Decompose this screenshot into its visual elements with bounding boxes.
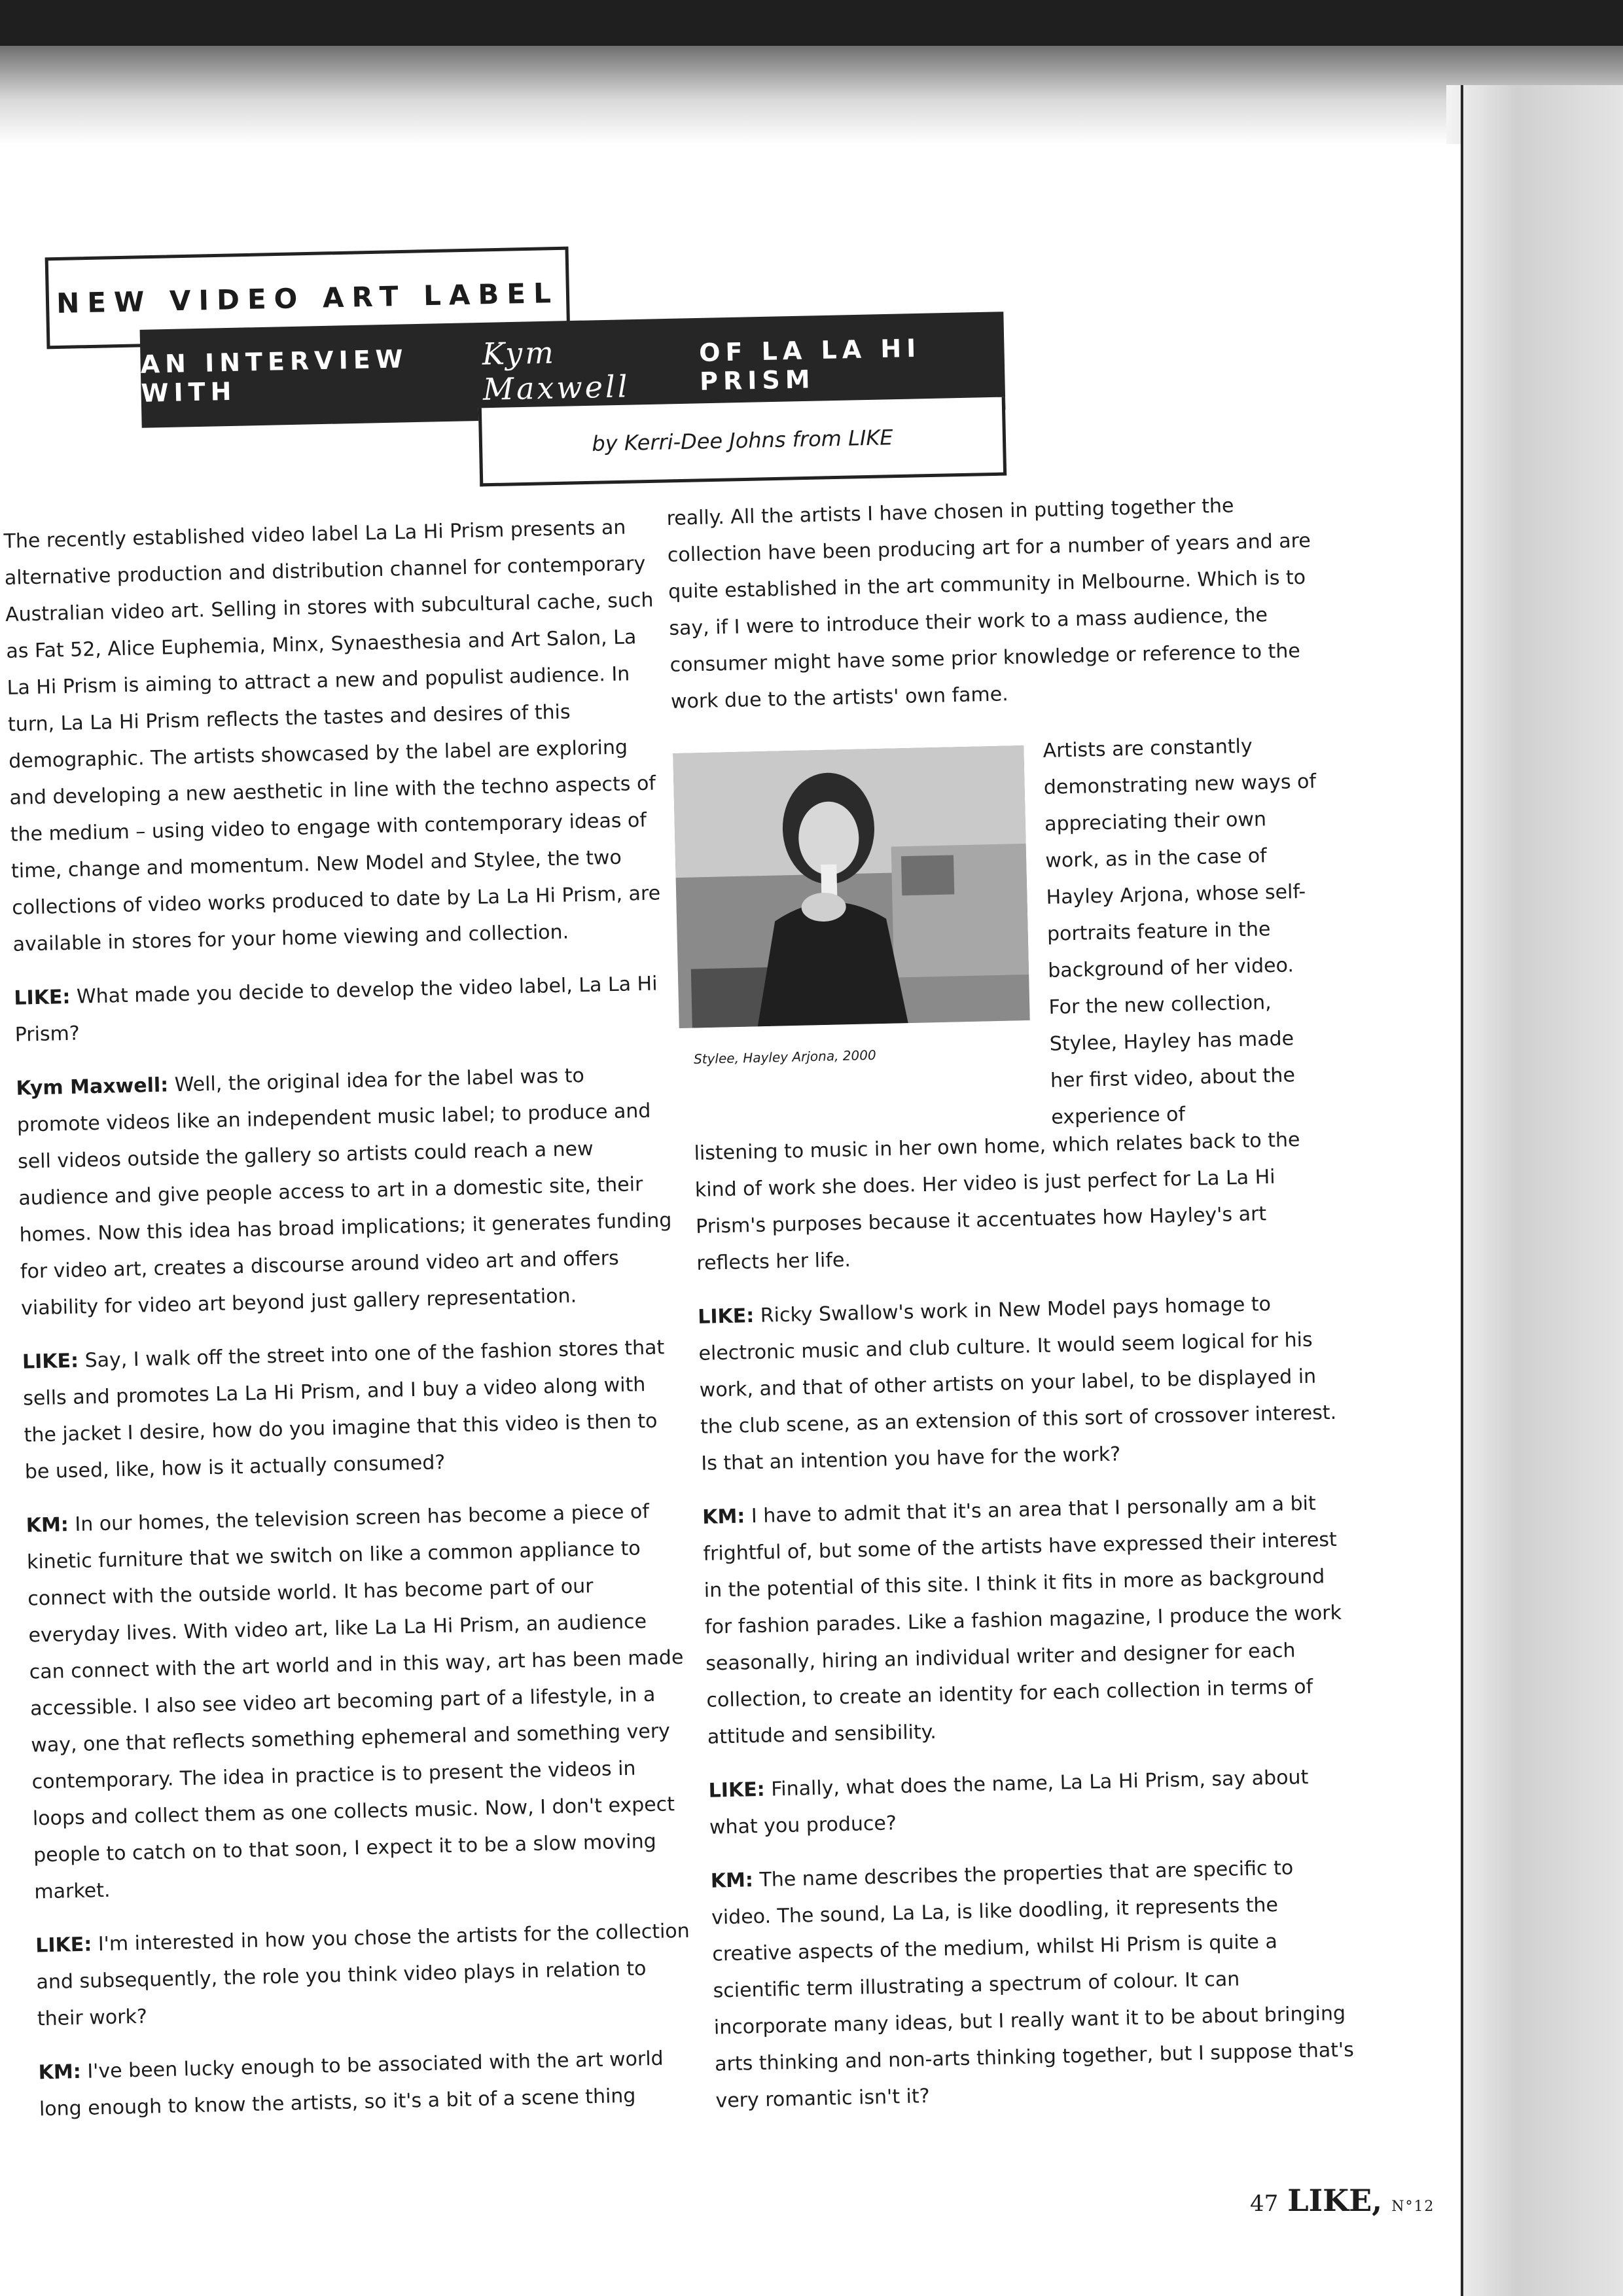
speaker: KM: bbox=[702, 1505, 745, 1529]
answer-text: I'm interested in how you chose the artists for the collection and subsequently, the role you think video plays in relation to their work? bbox=[36, 1919, 690, 2031]
page-number: 47 bbox=[1250, 2191, 1279, 2217]
scan-shadow bbox=[0, 46, 1623, 144]
page-footer bbox=[1250, 2183, 1435, 2218]
qa-paragraph bbox=[35, 1913, 692, 2038]
speaker: Kym Maxwell: bbox=[16, 1073, 169, 1100]
continued-paragraph: listening to music in her own home, which relates back to the kind of work she does. Her video is just perfect for La La Hi Prism's purposes because it accentuates how Hayley's art reflects her life. bbox=[694, 1128, 1300, 1275]
speaker: KM: bbox=[710, 1869, 754, 1893]
interview-prefix: AN INTERVIEW WITH bbox=[140, 344, 409, 408]
qa-paragraph bbox=[14, 965, 669, 1054]
qa-paragraph bbox=[26, 1493, 689, 1911]
answer-text: I have to admit that it's an area that I personally am a bit frightful of, but some of the artists have expressed their interest in the potential of this site. I think it fits in more as background for fashion parades. Like a fashion magazine, I produce the work seasonally, hiring an individual writer and designer for each collection, to create an identity for each collection in terms of attitude and sensibility. bbox=[703, 1492, 1342, 1749]
photo-side-text: Artists are constantly demonstrating new ways of appreciating their own work, as in the case of Hayley Arjona, whose self-portraits feature in the background of her video. For the new collection, Stylee, Hayley has made her first video, about the experience of bbox=[1043, 734, 1317, 1129]
speaker: LIKE: bbox=[14, 985, 71, 1010]
speaker: KM: bbox=[26, 1513, 69, 1537]
answer-text: I've been lucky enough to be associated with the art world long enough to know the artists, so it's a bit of a scene thing bbox=[39, 2047, 664, 2121]
photo-illustration bbox=[673, 745, 1029, 1028]
magazine-name: LIKE, bbox=[1287, 2183, 1383, 2218]
qa-paragraph bbox=[708, 1758, 1354, 1846]
answer-text: What made you decide to develop the video label, La La Hi Prism? bbox=[14, 972, 658, 1047]
speaker: LIKE: bbox=[708, 1778, 766, 1803]
answer-text: In our homes, the television screen has become a piece of kinetic furniture that we switch on like a common appliance to connect with the outside world. It has become part of our everyday lives. With video art, like La La Hi Prism, an audience can connect with the art world and in this way, art has been made accessible. I also see video art becoming part of a lifestyle, in a way, one that reflects something ephemeral and something very contemporary. The idea in practice is to present the videos in loops and collect them as one collects music. Now, I don't expect people to catch on to that soon, I expect it to be a slow moving market. bbox=[26, 1500, 684, 1904]
speaker: LIKE: bbox=[35, 1933, 92, 1958]
speaker: LIKE: bbox=[697, 1304, 755, 1329]
interview-suffix: OF LA LA HI PRISM bbox=[698, 333, 921, 396]
article-column-right-top bbox=[666, 486, 1316, 738]
speaker: KM: bbox=[38, 2060, 82, 2085]
qa-paragraph bbox=[710, 1848, 1361, 2119]
qa-paragraph bbox=[698, 1285, 1346, 1482]
scan-top-band bbox=[0, 0, 1623, 46]
article-column-right bbox=[694, 1121, 1361, 2137]
section-label: NEW VIDEO ART LABEL bbox=[45, 247, 571, 350]
answer-text: Finally, what does the name, La La Hi Prism, say about what you produce? bbox=[709, 1765, 1309, 1839]
continued-paragraph: really. All the artists I have chosen in putting together the collection have been producing art for a number of years and are quite established in the art community in Melbourne. Which is to say, if I were to introduce their work to a mass audience, the consumer might have some prior knowledge or reference to the work due to the artists' own fame. bbox=[666, 494, 1311, 713]
qa-paragraph bbox=[16, 1056, 676, 1327]
qa-paragraph bbox=[38, 2040, 694, 2128]
photo-hayley-arjona bbox=[673, 745, 1029, 1028]
intro-paragraph: The recently established video label La La Hi Prism presents an alternative production and distribution channel for contemporary Australian video art. Selling in stores with subcultural cache, such as Fat 52, Alice Euphemia, Minx, Synaesthesia and Art Salon, La La Hi Prism is aiming to attract a new and populist audience. In turn, La La Hi Prism reflects the tastes and desires of this demographic. The artists showcased by the label are exploring and developing a new aesthetic in line with the techno aspects of the medium – using video to engage with contemporary ideas of time, change and momentum. New Model and Stylee, the two collections of video works produced to date by La La Hi Prism, are available in stores for your home viewing and collection. bbox=[3, 516, 661, 956]
qa-paragraph bbox=[22, 1329, 679, 1491]
article-column-left bbox=[3, 509, 694, 2145]
page-edge bbox=[1461, 85, 1463, 2296]
speaker: LIKE: bbox=[22, 1349, 79, 1374]
byline: by Kerri-Dee Johns from LIKE bbox=[478, 397, 1007, 487]
qa-paragraph bbox=[702, 1485, 1353, 1756]
interviewee-name: Kym Maxwell bbox=[482, 334, 630, 407]
issue-number: N°12 bbox=[1391, 2198, 1435, 2215]
photo-caption: Stylee, Hayley Arjona, 2000 bbox=[693, 1047, 876, 1067]
answer-text: Well, the original idea for the label was to promote videos like an independent music label; to produce and sell videos outside the gallery so artists could reach a new audience and give people access to art in a domestic site, their homes. Now this idea has broad implications; it generates funding for video art, creates a discourse around video art and offers viability for video art beyond just gallery representation. bbox=[16, 1064, 672, 1320]
page-edge-shadow bbox=[1446, 85, 1623, 2296]
answer-text: Ricky Swallow's work in New Model pays homage to electronic music and club culture. It would seem logical for his work, and that of other artists on your label, to be displayed in the club scene, as an extension of this sort of crossover interest. Is that an intention you have for the work? bbox=[698, 1293, 1337, 1475]
answer-text: The name describes the properties that are specific to video. The sound, La La, is like doodling, it represents the creative aspects of the medium, whilst Hi Prism is quite a scientific term illustrating a spectrum of colour. It can incorporate many ideas, but I really want it to be about bringing arts thinking and non-arts thinking together, but I suppose that's very romantic isn't it? bbox=[711, 1856, 1355, 2113]
answer-text: Say, I walk off the street into one of the fashion stores that sells and promotes La La Hi Prism, and I buy a video along with the jacket I desire, how do you imagine that this video is then to be used, like, how is it actually consumed? bbox=[22, 1336, 665, 1484]
